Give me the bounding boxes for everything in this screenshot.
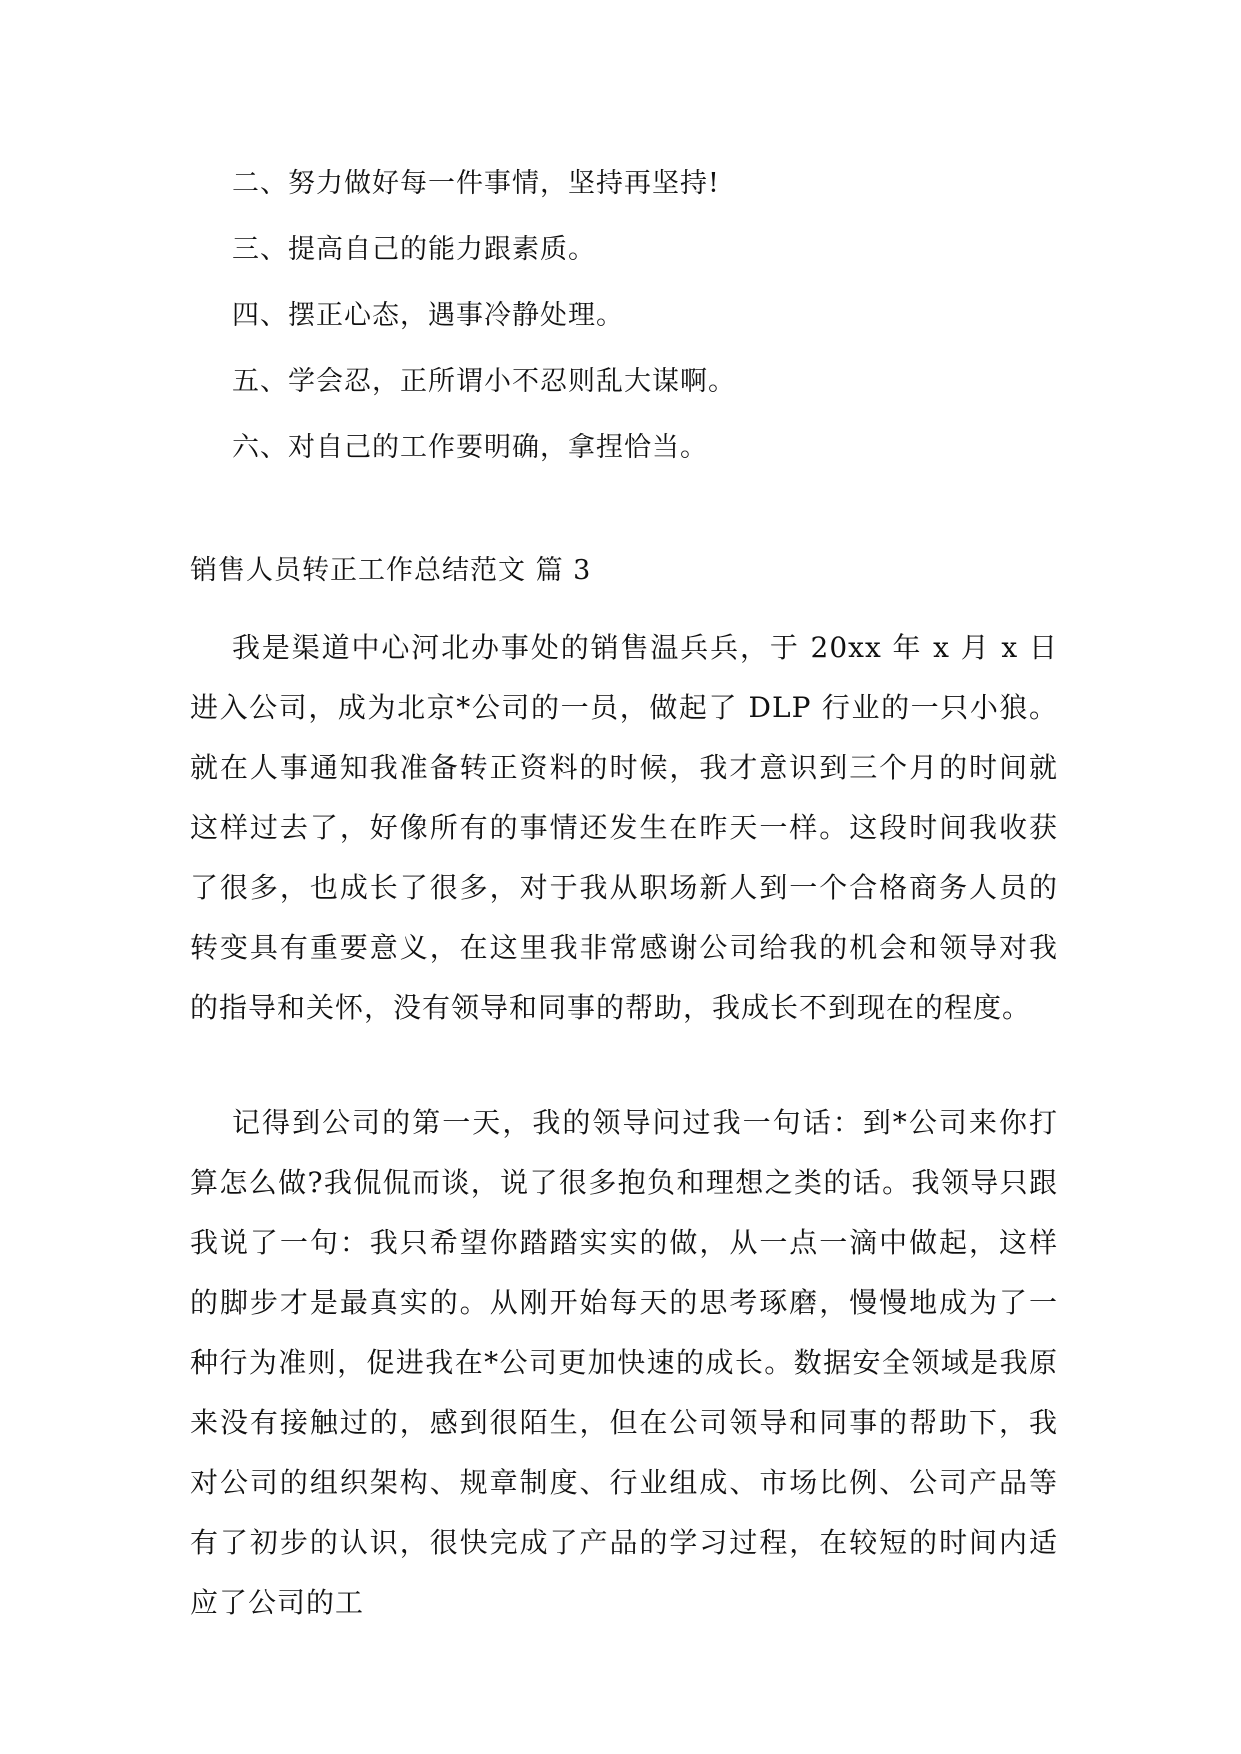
section-heading: 销售人员转正工作总结范文 篇 3 [190,555,592,586]
list-item: 四、摆正心态，遇事冷静处理。 [232,300,624,331]
list-item: 三、提高自己的能力跟素质。 [232,234,596,265]
body-paragraph: 我是渠道中心河北办事处的销售温兵兵，于 20xx 年 x 月 x 日进入公司，成为北京*公司的一员，做起了 DLP 行业的一只小狼。就在人事通知我准备转正资料的时候，我才意识到三个月的时间就这样过去了，好像所有的事情还发生在昨天一样。这段时间我收获了很多，也成长了很多，对于我从职场新人到一个合格商务人员的转变具有重要意义，在这里我非常感谢公司给我的机会和领导对我的指导和关怀，没有领导和同事的帮助，我成长不到现在的程度。 [190,631,1058,1024]
list-item: 六、对自己的工作要明确，拿捏恰当。 [232,432,708,463]
list-item: 五、学会忍，正所谓小不忍则乱大谋啊。 [232,366,736,397]
body-paragraph: 记得到公司的第一天，我的领导问过我一句话：到*公司来你打算怎么做?我侃侃而谈，说了很多抱负和理想之类的话。我领导只跟我说了一句：我只希望你踏踏实实的做，从一点一滴中做起，这样的脚步才是最真实的。从刚开始每天的思考琢磨，慢慢地成为了一种行为准则，促进我在*公司更加快速的成长。数据安全领域是我原来没有接触过的，感到很陌生，但在公司领导和同事的帮助下，我对公司的组织架构、规章制度、行业组成、市场比例、公司产品等有了初步的认识，很快完成了产品的学习过程，在较短的时间内适应了公司的工 [190,1106,1058,1619]
list-item: 二、努力做好每一件事情，坚持再坚持! [232,168,720,199]
